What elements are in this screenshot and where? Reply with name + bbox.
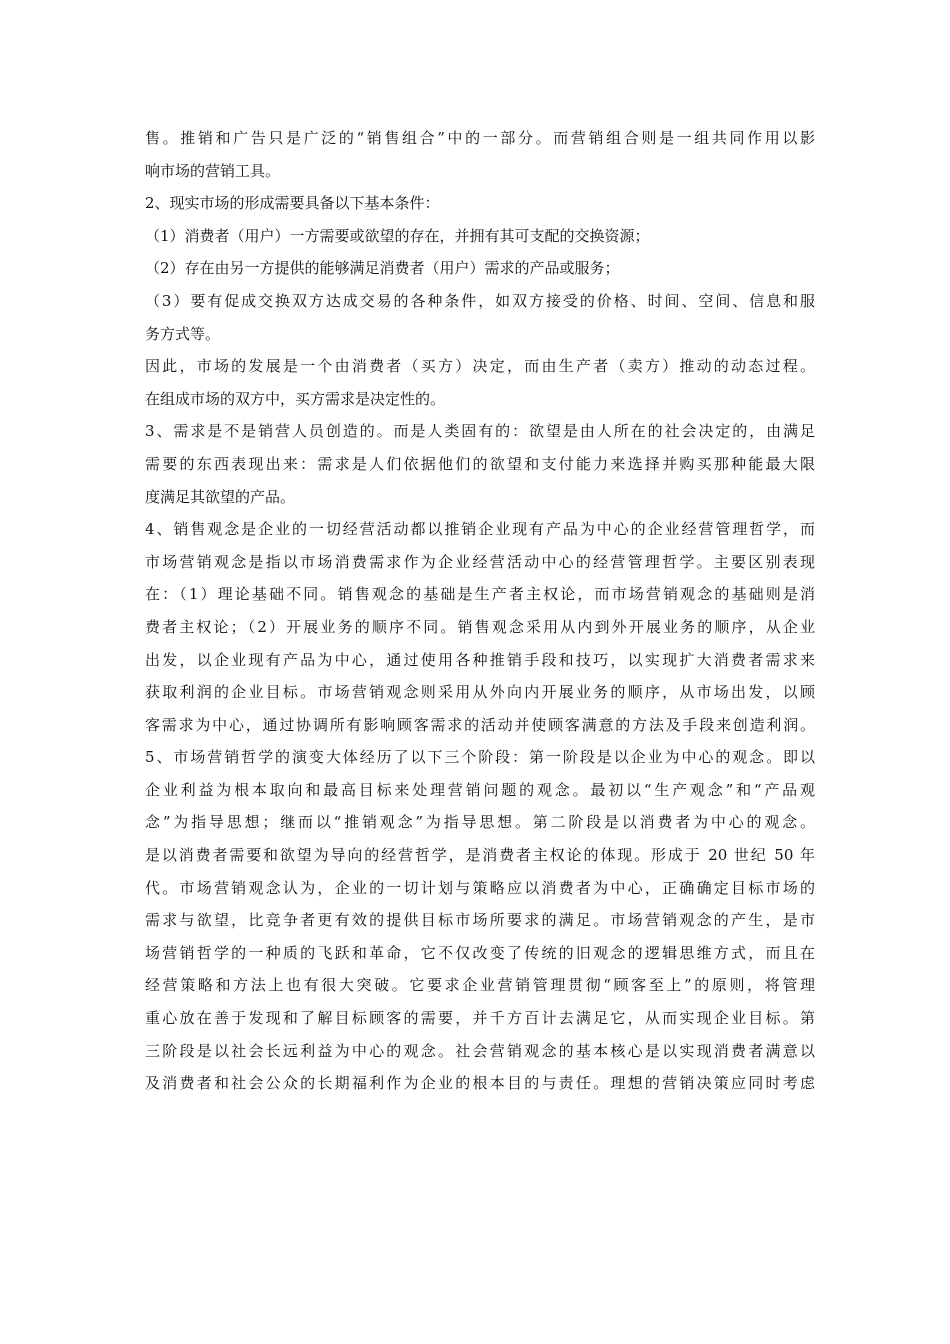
text-line: 及消费者和社会公众的长期福利作为企业的根本目的与责任。理想的营销决策应同时考虑 bbox=[145, 1074, 815, 1093]
text-line: 费者主权论；（2）开展业务的顺序不同。销售观念采用从内到外开展业务的顺序，从企业 bbox=[145, 617, 815, 636]
text-line: 5、市场营销哲学的演变大体经历了以下三个阶段：第一阶段是以企业为中心的观念。即以 bbox=[145, 748, 815, 767]
text-line: （2）存在由另一方提供的能够满足消费者（用户）需求的产品或服务； bbox=[145, 259, 620, 278]
text-line: 响市场的营销工具。 bbox=[145, 161, 281, 180]
text-line: 度满足其欲望的产品。 bbox=[145, 487, 296, 506]
text-line: 需求与欲望，比竞争者更有效的提供目标市场所要求的满足。市场营销观念的产生，是市 bbox=[145, 911, 815, 930]
text-line: 三阶段是以社会长远利益为中心的观念。社会营销观念的基本核心是以实现消费者满意以 bbox=[145, 1041, 815, 1060]
text-line: 场营销哲学的一种质的飞跃和革命，它不仅改变了传统的旧观念的逻辑思维方式，而且在 bbox=[145, 943, 815, 962]
text-line: （1）消费者（用户）一方需要或欲望的存在，并拥有其可支配的交换资源； bbox=[145, 226, 650, 245]
text-line: 2、现实市场的形成需要具备以下基本条件： bbox=[145, 194, 440, 213]
text-line: 获取利润的企业目标。市场营销观念则采用从外向内开展业务的顺序，从市场出发，以顾 bbox=[145, 683, 815, 702]
text-line: 代。市场营销观念认为，企业的一切计划与策略应以消费者为中心，正确确定目标市场的 bbox=[145, 878, 815, 897]
text-line: 企业利益为根本取向和最高目标来处理营销问题的观念。最初以“生产观念”和“产品观 bbox=[145, 780, 815, 799]
text-line: 客需求为中心，通过协调所有影响顾客需求的活动并使顾客满意的方法及手段来创造利润。 bbox=[145, 715, 815, 734]
text-line: 因此，市场的发展是一个由消费者（买方）决定，而由生产者（卖方）推动的动态过程。 bbox=[145, 357, 815, 376]
text-line: 市场营销观念是指以市场消费需求作为企业经营活动中心的经营管理哲学。主要区别表现 bbox=[145, 552, 815, 571]
text-line: 经营策略和方法上也有很大突破。它要求企业营销管理贯彻“顾客至上”的原则，将管理 bbox=[145, 976, 815, 995]
text-line: 售。推销和广告只是广泛的“销售组合”中的一部分。而营销组合则是一组共同作用以影 bbox=[145, 129, 815, 147]
text-line: 4、销售观念是企业的一切经营活动都以推销企业现有产品为中心的企业经营管理哲学，而 bbox=[145, 520, 815, 539]
text-line: 在：（1）理论基础不同。销售观念的基础是生产者主权论，而市场营销观念的基础则是消 bbox=[145, 585, 815, 604]
document-body bbox=[145, 122, 815, 1100]
text-line: （3）要有促成交换双方达成交易的各种条件，如双方接受的价格、时间、空间、信息和服 bbox=[145, 291, 815, 310]
text-line: 在组成市场的双方中，买方需求是决定性的。 bbox=[145, 389, 446, 408]
text-line: 念”为指导思想；继而以“推销观念”为指导思想。第二阶段是以消费者为中心的观念。 bbox=[145, 813, 815, 832]
text-line: 需要的东西表现出来：需求是人们依据他们的欲望和支付能力来选择并购买那种能最大限 bbox=[145, 454, 815, 473]
text-line: 重心放在善于发现和了解目标顾客的需要，并千方百计去满足它，从而实现企业目标。第 bbox=[145, 1009, 815, 1028]
text-line: 3、需求是不是销营人员创造的。而是人类固有的：欲望是由人所在的社会决定的，由满足 bbox=[145, 422, 815, 441]
text-line: 务方式等。 bbox=[145, 324, 221, 343]
text-line: 出发，以企业现有产品为中心，通过使用各种推销手段和技巧，以实现扩大消费者需求来 bbox=[145, 650, 815, 669]
text-line: 是以消费者需要和欲望为导向的经营哲学，是消费者主权论的体现。形成于 20 世纪 50 年 bbox=[145, 846, 815, 865]
